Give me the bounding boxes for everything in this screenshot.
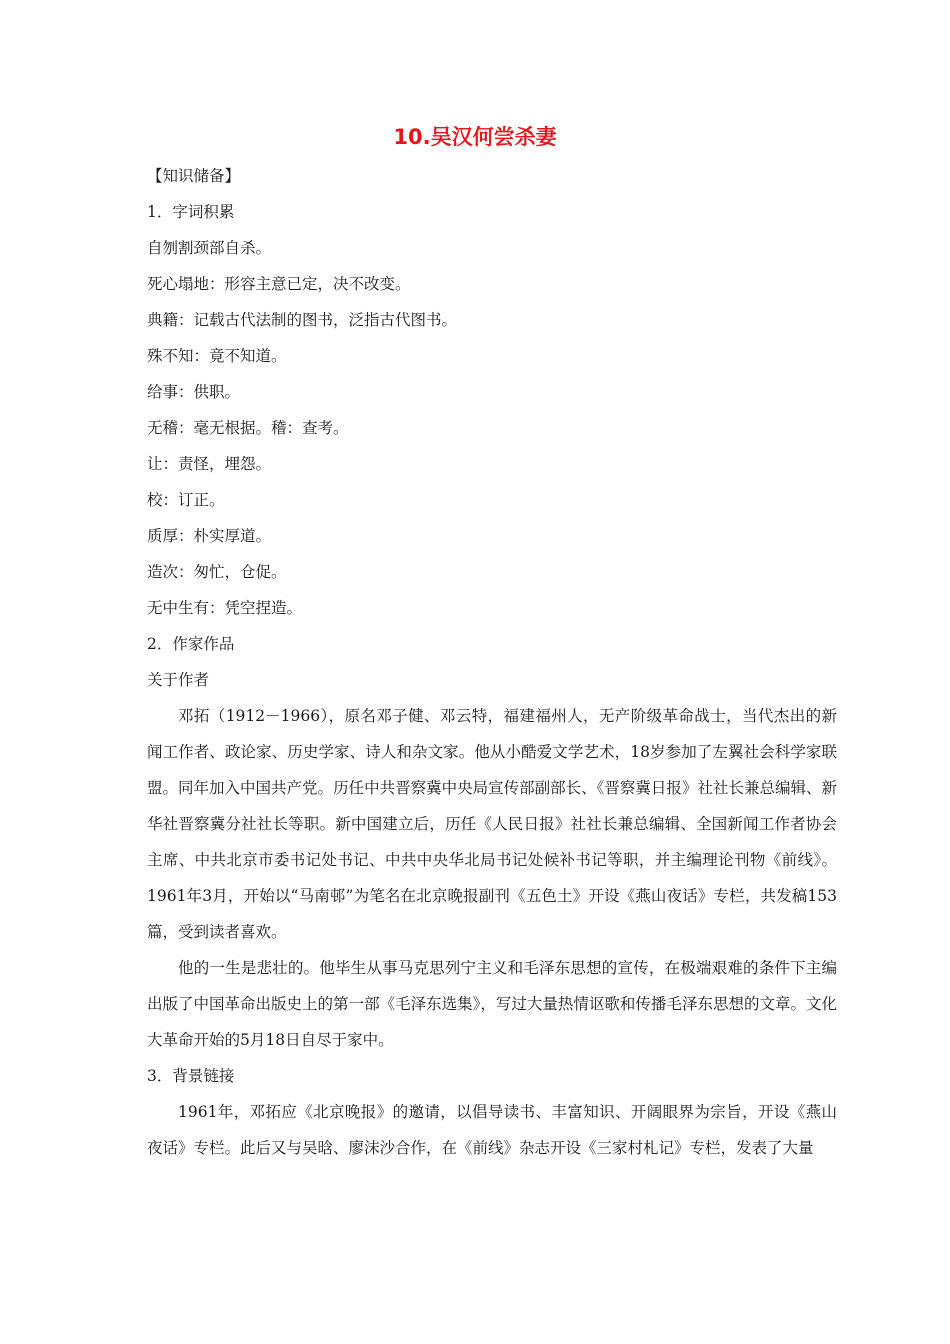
document-title: 10.吴汉何尝杀妻: [393, 125, 557, 149]
vocab-item: 死心塌地：形容主意已定，决不改变。: [147, 275, 411, 293]
author-paragraph-1: [147, 698, 837, 950]
vocab-item: 造次：匆忙，仓促。: [147, 563, 287, 581]
author-paragraph-2-text: 他的一生是悲壮的。他毕生从事马克思列宁主义和毛泽东思想的宣传，在极端艰难的条件下主编出版了中国革命出版史上的第一部《毛泽东选集》，写过大量热情讴歌和传播毛泽东思想的文章。文化大革命开始的5月18日自尽于家中。: [147, 959, 837, 1049]
vocab-item: 质厚：朴实厚道。: [147, 527, 272, 545]
author-heading: 关于作者: [147, 671, 210, 689]
part1-heading: 1．字词积累: [147, 203, 235, 221]
background-paragraph: [147, 1094, 837, 1166]
vocab-item: 无中生有：凭空捏造。: [147, 599, 303, 617]
background-paragraph-text: 1961年，邓拓应《北京晚报》的邀请，以倡导读书、丰富知识、开阔眼界为宗旨，开设《燕山夜话》专栏。此后又与吴晗、廖沫沙合作，在《前线》杂志开设《三家村札记》专栏，发表了大量: [147, 1103, 837, 1157]
document-body: [147, 158, 837, 1166]
part2-heading: 2．作家作品: [147, 635, 235, 653]
vocab-list: [147, 230, 837, 626]
author-paragraph-2: [147, 950, 837, 1058]
part3-heading: 3．背景链接: [147, 1067, 235, 1085]
vocab-item: 给事：供职。: [147, 383, 241, 401]
section-header: 【知识储备】: [147, 167, 241, 185]
vocab-item: 自刎割颈部自杀。: [147, 239, 272, 257]
author-paragraph-1-text: 邓拓（1912－1966），原名邓子健、邓云特，福建福州人，无产阶级革命战士，当代杰出的新闻工作者、政论家、历史学家、诗人和杂文家。他从小酷爱文学艺术，18岁参加了左翼社会科学家联盟。同年加入中国共产党。历任中共晋察冀中央局宣传部副部长、《晋察冀日报》社社长兼总编辑、新华社晋察冀分社社长等职。新中国建立后，历任《人民日报》社社长兼总编辑、全国新闻工作者协会主席、中共北京市委书记处书记、中共中央华北局书记处候补书记等职，并主编理论刊物《前线》。1961年3月，开始以“马南邨”为笔名在北京晚报副刊《五色土》开设《燕山夜话》专栏，共发稿153篇，受到读者喜欢。: [147, 707, 837, 941]
vocab-item: 殊不知：竟不知道。: [147, 347, 287, 365]
vocab-item: 典籍：记载古代法制的图书，泛指古代图书。: [147, 311, 458, 329]
vocab-item: 校：订正。: [147, 491, 225, 509]
vocab-item: 无稽：毫无根据。稽：查考。: [147, 419, 349, 437]
vocab-item: 让：责怪，埋怨。: [147, 455, 272, 473]
